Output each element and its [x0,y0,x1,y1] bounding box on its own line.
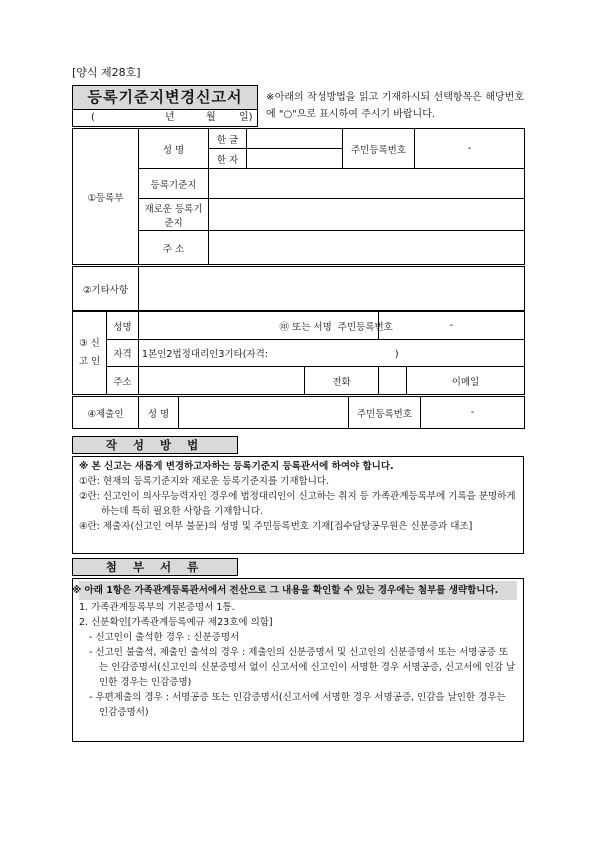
reporter-table [72,311,525,395]
other-field[interactable] [139,267,525,311]
hangul-label: 한 글 [209,129,247,149]
address-label: 주 소 [139,231,209,265]
attach-line: - 신고인이 출석한 경우 : 신분증명서 [89,632,240,643]
form-title: 등록기준지변경신고서 [73,86,257,110]
registrant-table [72,128,525,265]
attach-note: ※ 아래 1항은 가족관계등록관서에서 전산으로 그 내용을 확인할 수 있는 경우에는 첨부를 생략합니다. [79,581,517,600]
method-line: ④란: 제출자(신고인 여부 불문)의 성명 및 주민등록번호 기재[접수담당공무원은 신분증과 대조] [79,521,473,532]
attach-line: 2. 신분확인[가족관계등록예규 제23호에 의함] [79,617,273,628]
reporter-section-label: ③ 신 고 인 [73,312,107,395]
hangul-name-field[interactable] [247,129,343,149]
submitter-name-field[interactable] [179,397,349,429]
name-label: 성 명 [139,129,209,169]
qualification-options[interactable]: 1본인2법정대리인3기타(자격: ) [139,340,525,367]
sign-label[interactable]: ㊞ 또는 서명 주민등록번호 [277,312,379,340]
submitter-rrn-field[interactable]: - [421,397,525,429]
new-domicile-field[interactable] [209,199,525,231]
report-date [73,109,257,127]
attach-line: - 우편제출의 경우 : 서명공증 또는 인감증명서(신고서에 서명한 경우 서명공증, 인감을 날인한 경우는 인감증명서) [89,692,506,718]
domicile-field[interactable] [209,169,525,199]
date-year: 년 [165,112,175,123]
rrn-label: 주민등록번호 [343,129,415,169]
form-number-label: [양식 제28호] [72,66,141,79]
address-field[interactable] [209,231,525,265]
hanja-name-field[interactable] [247,149,343,169]
registrant-section-label: ①등록부 [73,129,139,265]
other-table [72,266,525,311]
date-day: 일) [239,112,253,123]
form-title-box [72,85,258,127]
method-line: ①란: 현재의 등록기준지와 재로운 등록기준지를 기재합니다. [79,476,330,487]
attach-line: 1. 가족관계등록부의 기본증명서 1통. [79,602,235,613]
reporter-name-field[interactable] [139,312,277,340]
reporter-name-label: 성명 [107,312,139,340]
phone-field[interactable] [379,367,407,395]
method-heading: 작 성 방 법 [72,436,238,454]
attach-line: - 신고인 불출석, 제출인 출석의 경우 : 제출인의 신분증명서 및 신고인의 신분증명서 또는 서명공증 또는 인감증명서(신고인의 신분증명서 없이 신고서에 신고인이 서명한 경우 서명공증, 신고서에 인감 날인한 경우는 인감증명) [89,647,516,688]
reporter-address-field[interactable] [139,367,305,395]
qualification-label: 자격 [107,340,139,367]
attach-heading: 첨 부 서 류 [72,558,238,576]
hanja-label: 한 자 [209,149,247,169]
submitter-rrn-label: 주민등록번호 [349,397,421,429]
attach-box [72,578,524,742]
submitter-name-label: 성 명 [139,397,179,429]
date-month: 월 [206,112,216,123]
submitter-section-label: ④제출인 [73,397,139,429]
new-domicile-label: 재로운 등록기준지 [139,199,209,231]
reporter-address-label: 주소 [107,367,139,395]
domicile-label: 등록기준지 [139,169,209,199]
email-label: 이메일 [407,367,525,395]
date-open: ( [91,112,95,123]
rrn-field[interactable]: - [415,129,525,169]
method-line: ②란: 신고인이 의사무능력자인 경우에 법정대리인이 신고하는 취지 등 가족관계등록부에 기록을 분명하게 하는데 특히 필요한 사항을 기재합니다. [79,491,516,517]
phone-label: 전화 [305,367,379,395]
method-line: ※ 본 신고는 새롭게 변경하고자하는 등록기준지 등록관서에 하여야 합니다. [79,461,394,472]
method-box [72,456,524,554]
other-label: ②기타사항 [73,267,139,311]
submitter-table [72,396,525,429]
instruction-notice: ※아래의 작성방법을 읽고 기재하시되 선택항목은 해당번호에 "○"으로 표시하여 주시기 바랍니다. [266,92,524,120]
reporter-rrn-field[interactable]: - [379,312,525,340]
